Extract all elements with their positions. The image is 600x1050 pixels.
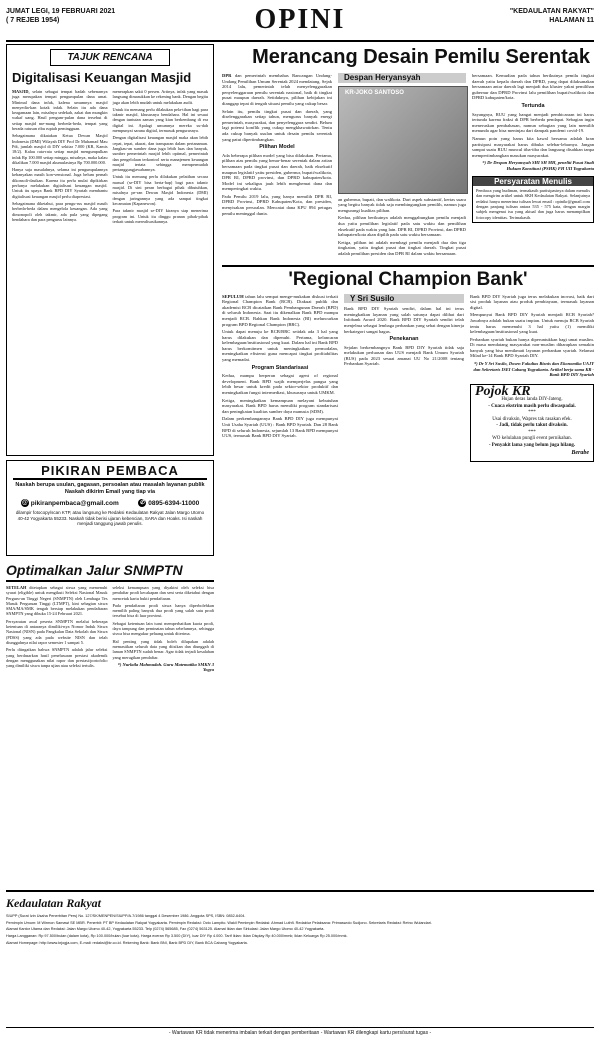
- pojok-line-4: - Jadi, tidak perlu takut divaksin.: [496, 423, 568, 429]
- rcb-p4: Ketiga, meningkatkan kemampuan melayani kebutuhan masyarakat. Bank BPD harus memiliki program standarisasi dan peningkatan kualitas sumber daya manusia (SDM).: [222, 397, 338, 414]
- tajuk-p8: Untuk itu memang perlu dilakukan pelatihan secara massal (se-DIY bisa berta-hap) bagi para takmir masjid. Di sini peran berbagai pihak dibutuhkan, misalnya pe-ran Dewan Masjid Indonesia (DMI) dengan jaringannya yang ada sampai tingkat kecamatan (Kapanewon).: [112, 174, 208, 206]
- ballot-box-photo: [338, 86, 468, 194]
- persyaratan-body: Pembaca yang budiman, termakasih partisipasinya dalam menulis dan mengirim artikel untuk SKH Kedaulatan Rakyat. Selanjutnya redaksi hanya menerima tulisan lewat email : opinikr@gmail.com dengan panjang tulisan antara 535 - 575 kata, dengan margin subjek mengenai isu yang aktual dan juga harus menampilkan fotocopy identitas. Terimakasih.: [476, 188, 590, 220]
- tajuk-p6: Untuk itu memang perlu dilakukan pela-tihan bagi para takmir masjid, khususnya bendahara. Hal ini sesuai dengan tuntutan zaman yang kian berkembang di era digital ini. Apalagi umumnya mereka su-dah mempunyai sarana digital, termasuk pengurusnya.: [112, 106, 208, 134]
- rcb-p6: Bank BPD DIY Syariah sendiri, dalam hal ini terus meningkatkan layanan yang salah satunya dapat dilihat dari Infobank Award 2020. Bank BPD DIY Syariah sendiri telah menjelma sebagai lembaga perbankan yang sehat dengan kinerja berkategori sangat bagus.: [344, 306, 464, 334]
- pojok-body: [475, 397, 589, 449]
- snmptn-title: Optimalkan Jalur SNMPTN: [6, 562, 214, 582]
- desain-col-2: [338, 73, 466, 259]
- pojok-kr-box: [470, 384, 594, 462]
- footer-text: [6, 914, 594, 948]
- tajuk-p7: Dengan digitalisasi keuangan masjid maka akan lebih cepat, tepat, akurat, dan transparan dalam pertanaman. Jangkau-an sumber dana juga lebih luas dan banyak, sumber pemerintah masjid lebih optimal, pemerintah dan pengelolaan terkontrol serta manajemen keuangan masjid tertata sehingga mempermudah pertanggungjawabannya.: [112, 135, 208, 173]
- snmptn-col-2: [113, 585, 215, 672]
- tajuk-body: [7, 89, 213, 226]
- desain-col-3: [472, 73, 594, 259]
- page-header: [6, 4, 594, 42]
- snmptn-lead: SETELAH: [6, 585, 27, 590]
- desain-p1: dan pemerintah membahas Rancangan Undang-Undang Pemilihan Umum Serentak 2024 mendatang. Sejak 2014 lalu, pemerintah telah menyelenggarakan penyelenggaraan pemilu serentak nasional, baik di tingkat pusat maupun daerah. Setidaknya, pilihan kebijakan ini dianggap tepat di tengah situasi pemilu yang cukup besar.: [222, 73, 333, 106]
- rcb-sub-program: Program Standarisasi: [251, 364, 309, 371]
- pikiran-note: dilampir fotocopy/scan KTP, atau langsung ke Redaksi Kedaulatan Rakyat Jalan Margo Utomo 40-42 Yogyakarta 55233. Naskah tidak berisi ujaran kebencian, SARA dan Hoaks. Isi naskah menjadi tanggung jawab penulis.: [15, 510, 205, 526]
- snmptn-col-1: [6, 585, 108, 672]
- tajuk-title: Digitalisasi Keuangan Masjid: [12, 70, 192, 85]
- desain-p3: Ada beberapa pilihan model yang bisa dilakukan. Pertama, pilihan atas pemilu yang benar-benar serentak dalam artian bersamaan pada tingkat pusat dan daerah, baik eksekutif maupun legislatif yaitu presiden, gubernur, bupati/walikota, DPR RI, DPRD provinsi, dan DPRD kabupaten/kota. Model ini sekaligus jauh lebih menghemat dana dan memperingkat waktu.: [222, 152, 332, 192]
- header-date: JUMAT LEGI, 19 FEBRUARI 2021: [6, 8, 116, 15]
- rcb-p3: Kedua, mampu berperan sebagai agent of regional development. Bank BPD wajib memperjelas pangsa yang lebih besar untuk kredit pada sektor-sektor produktif dan meningkatkan fungsi intermediasi, khususnya untuk UMKM.: [222, 373, 338, 396]
- pikiran-pembaca-box: [6, 460, 214, 556]
- footer-email: Alamat Homepage: http://www.krjogja.com, E-mail: redaksi@kr.co.id. Rekening Bank: Bank BNI, Bank BPD DIY, Bank BCA Cabang Yogyakarta.: [6, 940, 248, 945]
- tajuk-p1: selain sebagai tempat badah sebenarnya juga merupakan tempat pengumpulan dana umat. Minimal dana infak, kalena umumnya masjid menyedia-kan kotak infak. Selain itu ada dana keagamaan lain, misalnya sedekah, zakat dan mungkin wakaf uang. Hasil pengum-pulan dana tersebut di setiap masjid me-mang berbeda-beda, tempat yang berada ratusan ribu rupiah pemingguan.: [12, 89, 108, 132]
- snmptn-p4: seleksi kemampuan yang diyakini oleh seleksi bisa pendaftar prodi kecakapan dan seni serta diketahui dengan mencetak kartu bukti pendaftaran.: [112, 585, 214, 601]
- desain-title: Merancang Desain Pemilu Serentak: [252, 46, 590, 68]
- photo-tag: KR-JOKO SANTOSO: [345, 89, 404, 96]
- rcb-lead: SEPULUH: [222, 293, 244, 299]
- desain-author: Despan Heryansyah: [338, 73, 466, 83]
- pojok-sep-1: ***: [528, 410, 536, 416]
- pikiran-phone[interactable]: 0895-6394-11000: [148, 499, 200, 507]
- snmptn-p3: Perlu diingatkan bahwa SNMPTN adalah jalur seleksi yang berdasarkan hasil penelusuran prestasi akademik dengan menggunakan nilai rapor dan prestasi/portofolio yang dimiliki siswa tanpa ujian atau seleksi tertulis.: [6, 647, 108, 669]
- pojok-line-3: Usai divaksin, Wapres tak rasakan efek.: [492, 416, 572, 422]
- pikiran-title: PIKIRAN PEMBACA: [13, 463, 207, 480]
- tajuk-lead: MASJID,: [12, 89, 30, 94]
- footer-alamat: Alamat Kantor Utama dan Redaksi: Jalan Margo Utomo 40-42, Yogyakarta 55233. Telp (0274) 565685, Fax (0274) 563125. Alamat Iklan dan Sirkulasi: Jalan Margo Utomo 40-42 Yogyakarta.: [6, 927, 325, 932]
- pojok-signature: Berabe: [571, 450, 589, 457]
- tajuk-p2: Sebagaimana dikatakan Ketua Dewan Masjid Indonesia (DMI) Wilayah DIY Prof Dr Muhamad Mau Pdt, jumlah masjid di DIY sekitar 7.000 (KR, Kamis 18/2). Kalau rata-rata setiap masjid mengumpulkan infak Rp 100.000 setiap minggu, misalnya, maka kalau dikalikan 7.000 masjid akumulasinya Rp 700.000.000.: [12, 133, 108, 165]
- snmptn-p1: ditetapkan sebagai siswa yang memenuhi syarat (eligible) untuk mengikuti Seleksi Nasional Masuk Perguru-an Tinggi Negeri (SNMPTN) oleh Lembaga Tes Masuk Perguruan Tinggi (LTMPT), kini sebagian siswa SMA/MA/SMK tengah bersiap melakukan pendaftaran SNMPTN yang dibuka 15-24 Februari 2021.: [6, 585, 108, 617]
- tajuk-p9: Para takmir masjid se-DIY kiranya siap menerima program ini. Untuk itu dinggu pranan pihak-pihak terkait untuk merealisasikannya.: [112, 208, 208, 224]
- footer-siup: SIUPP (Surat Izin Usaha Penerbitan Pers) No. 127/SK/MENPEN/SIUPP/A.7/1986 tanggal 4 Desember 1986. Anggota SPS, ISBN: 0852-6404.: [6, 914, 246, 918]
- rcb-p2: Untuk dapat menuju ke RCB/BRC setidak ada 3 hal yang harus dilakukan dan dipenuhi. Pertama, kelancaran kelembagaan/institusional yang kuat. Dalam hal ini Bank BPD harus berkomitmen untuk meningkatkan permodalan, meningkatkan efisiensi guna mencapai tingkat profitabilitas yang memadai.: [222, 329, 338, 363]
- rcb-p9: Mempunyai Bank BPD DIY Syariah menjadi RCB Syariah? Jawabnya adalah bukan suatu impian. Untuk menuju RCB Syariah tentu harus memenuhi 3 hal yaitu (1) memiliki kelembagaan/institusional yang kuat.: [470, 312, 594, 335]
- pikiran-contacts: [11, 499, 209, 507]
- header-page-number: HALAMAN 11: [549, 17, 594, 24]
- rcb-p10: Perbankan syariah bukan hanya diperuntukkan bagi umat muslim. Di masa mendatang masyarakat non-muslim diharapkan semakin banyak yang bisa menikmati layanan perbankan syariah. Selamat Milad ke-14 Bank BPD Syariah DIY.: [470, 336, 594, 359]
- snmptn-p5: Pada pendaftaran prodi siswa hanya diperbolehkan memilih paling banyak dua prodi yang salah satu prodi tersebut bisa di luar provinsi.: [112, 602, 214, 619]
- tajuk-col-1: [12, 89, 108, 226]
- desain-col-1: [222, 73, 332, 259]
- tajuk-label: TAJUK RENCANA: [50, 49, 170, 66]
- rcb-p5: Dalam perkembangannya Bank BPD DIY juga mempunyai Unit Usaha Syariah (UUS) : Bank BPD Syariah. Dan 28 Bank BPD di seluruh Indonesia, sejumlah 13 Bank BPD mempunyai UUS, termasuk Bank BPD DIY Syariah.: [222, 416, 338, 439]
- desain-sub-pilihan: Pilihan Model: [259, 144, 295, 151]
- desain-p8: bersamaan. Kemudian pada tahun berikutnya pemilu tingkat daerah yaitu kepala daerah dan DPRD, yang dapat dilaksanakan bersamaan antar daerah lagi menjadi dua kluster yakni pemilihan gubernur dan DPRD Provinsi lalu pemilihan bupati/walikota dan DPRD kabupaten/kota.: [472, 73, 594, 101]
- desain-p7: Ketiga, pilihan ini adalah membagi pemilu menjadi dua dan tiga tingkatan, yaitu tingkat pusat dan tingkat daerah. Tingkat pusat adalah pemilihan presiden dan DPR RI dalam waktu bersamaan.: [338, 239, 466, 256]
- pojok-sep-2: ***: [528, 429, 536, 435]
- desain-lead: DPR: [222, 73, 232, 78]
- rcb-sub-penekanan: Penekanan: [389, 336, 419, 343]
- desain-p6: Kedua, pilihan berikutnya adalah menggabungkan pemilu menjadi dua yaitu pemilihan legislatif pada satu waktu dan pemilihan eksekutif pada waktu yang lain. DPR RI, DPRD Provinsi, dan DPRD kabupaten/kota akan dipilih pada satu waktu bersamaan.: [338, 215, 466, 238]
- rcb-title: 'Regional Champion Bank': [222, 265, 594, 291]
- footer-harga: Harga Langganan: Rp 97.500/bulan (dalam kota), Rp 100.000/bulan (luar kota). Harga eceran Rp 3.500 (DIY), luar DIY Rp 4.000. Tarif Iklan: Iklan Display Rp 40.000/mmk; Iklan Keluarga Rp 25.000/mmk.: [6, 934, 348, 939]
- rcb-col-3: [470, 294, 594, 463]
- snmptn-p7: Hal penting yang tidak boleh dilupakan adalah memastikan seluruh data yang diisikan dan diunggah di laman SNMPTN sudah benar. Agar tidak terjadi kesalahan yang merugikan pendaftar.: [112, 638, 214, 660]
- desain-p10: Namun poin yang harus kita kawal bersama adalah kran partisipasi masyarakat harus dibuka selebar-lebarnya. Jangan sampai suatu RUU muncul tiba-tiba dan langsung disahkan tanpa mempertimbangkan masukan masyarakat.: [472, 135, 594, 158]
- snmptn-p2: Persyaratan awal peserta SNMPTN melalui beberapa ketentuan di antaranya dimiliki-nya Nomor Induk Siswa Nasional (NISN) pada Pangkalan Data Sekolah dan Siswa (PDSS) yang ada pada website NISN dan telah diunggahnya nilai rapor semester 1 sampai 5.: [6, 618, 108, 645]
- pojok-title: Pojok KR: [475, 383, 531, 399]
- pojok-line-2: - Cuaca ekstrim masih perlu diwaspadai.: [488, 403, 576, 409]
- header-rejeb: ( 7 REJEB 1954): [6, 17, 60, 24]
- pojok-line-1: Hujan deras landa DIY-Jateng.: [501, 397, 563, 403]
- section-title: OPINI: [254, 4, 346, 35]
- desain-signature: *) Dr Despan Heryansyah SHI SH MH, peneliti Pusat Studi Hukum Konstitusi (PSHK) FH UII Yogyakarta: [482, 160, 594, 171]
- footer-logo: Kedaulatan Rakyat: [6, 896, 102, 910]
- footer-pimpinan: Pemimpin Umum: M Wirmon Samawi SE MBR. Penerbit: PT BP Kedaulatan Rakyat Yogyakarta. Pemimpin Redaksi: Octo Lampito. Wakil Pemimpin Redaksi: Ahmad Luthfi. Redaktur Pelaksana: Primaswolo Sudjono. Sekretaris Redaksi: Retno Wulandari.: [6, 920, 432, 925]
- desain-p5: an gubernur, bupati, dan walikota. Dari aspek substantif, kertas suara yang begitu banyak tidak saja membingungkan pemilih, namun juga mengurangi kualitas pilihan.: [338, 196, 466, 213]
- rcb-p7: Sejalan berkembangnya Bank BPD DIY Syariah tidak saja melakukan perluasan dan UUS menjadi Bank Umum Syariah (BUS) pada 2023 sesuai amanat UU No 21/2008 tentang Perbankan Syariah.: [344, 344, 464, 367]
- snmptn-signature: *) Nurlaila Mahmudah. Guru Matematika SMKN 3 Yogya: [117, 661, 214, 673]
- footer-disclaimer: - Wartawan KR tidak menerima imbalan terkait dengan pemberitaan - Wartawan KR dilengkapi kartu pers/surat tugas -: [6, 1027, 594, 1038]
- pikiran-subtitle: Naskah berupa usulan, gagasan, persoalan atau masalah layanan publik Naskah dikirim Email yang tiap via: [15, 482, 205, 495]
- desain-sub-tertunda: Tertunda: [521, 102, 545, 109]
- right-column: [222, 44, 594, 462]
- rcb-signature: *) Dr Y Sri Susilo, Dosen Fakultas Bisnis dan Ekonomika UAJY dan Sekretaris ISEI Cabang Yogyakarta. Artikel berja sama KR - Bank BPD DIY Syariah: [473, 361, 594, 378]
- tajuk-col-2: [113, 89, 209, 226]
- rcb-col-1: [222, 294, 338, 463]
- rcb-p1: tahun lalu sempat menge-mukakan diskusi terkait Regional Champion Bank (RCB). Diakuai publik dan akademisi RCB dicatatkan Bank Pembangunan Daerah (BPD) di seluruh Indonesia. Saat itu dikenalkan Bank BPD mampu menjadi RCB. Bahkan Bank Indonesia (BI) meluncurkan program BPD Regional Champion (BRC).: [222, 293, 338, 327]
- pikiran-email[interactable]: pikiranpembaca@gmail.com: [30, 499, 119, 507]
- rcb-author: Y Sri Susilo: [344, 294, 464, 304]
- masthead-footer: [6, 890, 594, 1038]
- desain-p4: Pada Pemilu 2019 lalu, yang hanya memilih DPR RI, DPRD Provinsi, DPRD Kabupaten/Kota, dan presiden, menyisakan persoalan. Mencatat dana KPU 894 petugas pemilu meninggal dunia.: [222, 193, 332, 216]
- tajuk-p5: menerapkan sakti 0 persen. Artinya, infak yang masuk langsung dimasukkan ke rekening bank. Dengan begitu juga akan lebih mudah untuk melakukan audit.: [112, 89, 208, 105]
- header-paper-block: [510, 7, 594, 25]
- phone-icon: ✆: [139, 500, 145, 506]
- header-paper-name: "KEDAULATAN RAKYAT": [509, 8, 594, 15]
- rcb-p8: Bank BPD DIY Syariah juga terus melakukan inovasi, baik dari sisi produk layanan atau produk pembiayaan, termasuk layanan digital.: [470, 293, 594, 310]
- persyaratan-title: Persyaratan Menulis: [473, 177, 593, 187]
- persyaratan-box: [472, 176, 594, 223]
- snmptn-p6: Sebagai ketentuan lain turut memperhatikan kuota prodi, daya tampung dan peminatan tahun sebelumnya, sehingga siswa bisa mengukur peluang untuk diterima.: [112, 620, 214, 637]
- snmptn-body: [6, 585, 214, 672]
- pojok-line-6: - Penyakit lama yang belum juga hilang.: [488, 442, 576, 448]
- desain-article: [222, 73, 594, 259]
- pojok-line-5: WO kelulahan pungli event pernikahan.: [492, 436, 572, 442]
- left-column: [6, 44, 214, 672]
- desain-p9: Sayangnya, RUU yang hangat menjadi pembicaraan ini harus tertunda karena fraksi di DPR berbeda pendapat. Sebagian ingin meneruskan pembahasan, namun sebagian yang lain memilih menunda agar bisa meninjau dari dampak pandemi covid-19.: [472, 111, 594, 134]
- email-icon: @: [21, 500, 28, 506]
- desain-p2: Selain itu, pemilu tingkat pusat dan daerah, yang diselenggarakan setiap tahun, mengurus banyak energi pemerintah, masyarakat, dan penyelenggara sendiri. Belum lagi potensi konflik yang cukup mengkhawatirkan. Tentu ada cukup banyak usulan untuk desain pemilu serentak yang patut dipertimbangkan.: [222, 108, 332, 142]
- rcb-col-2: [344, 294, 464, 463]
- tajuk-p3: Hanya saja masalahnya, selama ini pengumpulannya kebanyakan masih kon-vensional. Juga belum pernah dikonsoli-dasikan. Karena itu perlu mulai dipikirkan perlunya melakukan digitalisasi keuangan masjid. Untuk itu upaya Bank BPD DIY Syariah membantu digitalisasi keuangan masjid perlu diapresiasi.: [12, 167, 108, 199]
- tajuk-p4: Sebagaimana diketahui, para pengu-rus masjid masih berbeda-beda dalam mengelola keuangan. Ada yang dimonopoli oleh takmir, ada pula yang dipegang bendahara dan para pengurus lainnya.: [12, 200, 108, 222]
- rcb-article: [222, 294, 594, 463]
- tajuk-rencana-box: [6, 44, 214, 456]
